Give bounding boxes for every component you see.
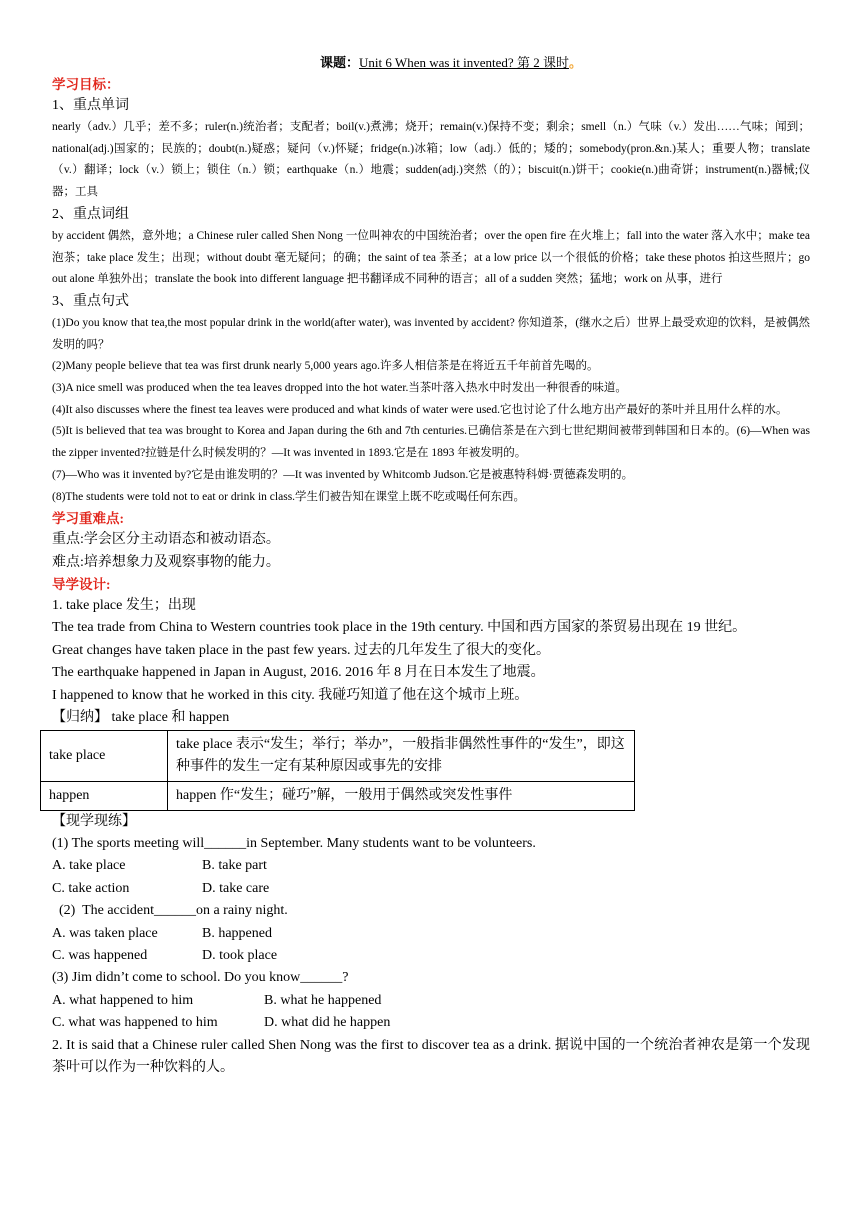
q1-options-row1: [52, 855, 810, 877]
title-dot: 。: [568, 55, 582, 70]
design-body: [52, 595, 810, 729]
q3-option-a: A. what happened to him: [52, 992, 194, 1008]
comparison-table: [40, 730, 635, 811]
table-term-happen: happen: [41, 781, 168, 810]
difficulty-body: [52, 529, 810, 574]
table-term-take-place: take place: [41, 730, 168, 781]
example-4: I happened to know that he worked in this city. 我碰巧知道了他在这个城市上班。: [52, 687, 529, 703]
q1-option-d: D. take care: [202, 880, 270, 896]
title-main: Unit 6 When was it invented? 第 2 课时: [359, 55, 569, 70]
table-row: [41, 730, 635, 781]
phrases-paragraph: by accident 偶然，意外地；a Chinese ruler called Shen Nong 一位叫神农的中国统治者；over the open fire 在火堆上；fall into the water 落入水中；make tea 泡茶；take place 发生；出现；without doubt 毫无疑问；的确；the saint of tea 茶圣；at a low price 以一个很低的价格；take these photos 拍这些照片；go out alone 单独外出；translate the book into different language 把书翻译成不同种的语言；all of a sudden 突然；猛地；work on 从事，进行: [52, 229, 810, 286]
document-page: [49, 52, 810, 1079]
sentence-8: (8)The students were told not to eat or drink in class.学生们被告知在课堂上既不吃或喝任何东西。: [52, 490, 526, 503]
item1-title: 1. take place 发生；出现: [52, 598, 196, 614]
phrases-text: [52, 226, 810, 291]
practice-heading: 【现学现练】: [52, 813, 136, 829]
item-2: 2. It is said that a Chinese ruler called Shen Nong was the first to discover tea as a drink. 据说中国的一个统治者神农是第一个发现茶叶可以作为一种饮料的人。: [52, 1037, 810, 1075]
q3-options-row2: [52, 1012, 810, 1034]
words-text: [52, 117, 810, 204]
example-3: The earthquake happened in Japan in August, 2016. 2016 年 8 月在日本发生了地震。: [52, 665, 545, 681]
difficulty-hard: 难点:培养想象力及观察事物的能力。: [52, 554, 280, 570]
q3-option-b: B. what he happened: [264, 992, 382, 1008]
q2-option-a: A. was taken place: [52, 925, 158, 941]
sentence-5: (5)It is believed that tea was brought to Korea and Japan during the 6th and 7th centuries.已确信茶是在六到七世纪期间被带到韩国和日本的。(6)—When was the zipper invented?拉链是什么时候发明的？—It was invented in 1893.它是在 1893 年被发明的。: [52, 425, 810, 460]
table-row: [41, 781, 635, 810]
q1-options-row2: [52, 878, 810, 900]
q1-option-a: A. take place: [52, 858, 126, 874]
design-heading: 导学设计:: [52, 577, 111, 593]
table-desc-take-place: take place 表示“发生；举行；举办”，一般指非偶然性事件的“发生”，即这种事件的发生一定有某种原因或事先的安排: [168, 730, 635, 781]
sentences-list: [52, 313, 810, 508]
sentence-2: (2)Many people believe that tea was first drunk nearly 5,000 years ago.许多人相信茶是在将近五千年前首先喝的。: [52, 360, 599, 373]
q1-option-b: B. take part: [202, 858, 267, 874]
goals-heading: 学习目标：: [52, 77, 120, 92]
difficulty-key: 重点:学会区分主动语态和被动语态。: [52, 532, 280, 548]
q3-options-row1: [52, 990, 810, 1012]
practice-section: [52, 811, 810, 1080]
lesson-title: [92, 52, 810, 74]
words-paragraph: nearly（adv.）几乎；差不多；ruler(n.)统治者；支配者；boil(v.)煮沸；烧开；remain(v.)保持不变；剩余；smell（n.）气味（v.）发出……气味；闻到；national(adj.)国家的；民族的；doubt(n.)疑惑；疑问（v.)怀疑；fridge(n.)冰箱；low（adj.）低的；矮的；somebody(pron.&n.)某人；重要人物；translate（v.）翻译；lock（v.）锁上；锁住（n.）锁；earthquake（n.）地震；sudden(adj.)突然（的）；biscuit(n.)饼干；cookie(n.)曲奇饼；instrument(n.)器械;仪器；工具: [52, 121, 810, 199]
words-heading: 1、重点单词: [52, 98, 129, 113]
title-prefix: 课题：: [320, 55, 360, 70]
summary-label: 【归纳】 take place 和 happen: [52, 710, 230, 726]
sentence-4: (4)It also discusses where the finest tea leaves were produced and what kinds of water were used.它也讨论了什么地方出产最好的茶叶并且用什么样的水。: [52, 403, 788, 416]
example-1: The tea trade from China to Western countries took place in the 19th century. 中国和西方国家的茶贸易出现在 19 世纪。: [52, 620, 747, 636]
sentence-7: (7)—Who was it invented by?它是由谁发明的？—It was invented by Whitcomb Judson.它是被惠特科姆·贾德森发明的。: [52, 468, 634, 481]
sentences-heading: 3、重点句式: [52, 293, 129, 309]
question-1: (1) The sports meeting will______in September. Many students want to be volunteers.: [52, 835, 536, 851]
q3-option-d: D. what did he happen: [264, 1015, 391, 1031]
example-2: Great changes have taken place in the past few years. 过去的几年发生了很大的变化。: [52, 642, 551, 658]
q2-option-c: C. was happened: [52, 947, 148, 963]
question-2: (2) The accident______on a rainy night.: [52, 903, 288, 919]
q3-option-c: C. what was happened to him: [52, 1015, 218, 1031]
difficulty-heading: 学习重难点:: [52, 511, 124, 527]
q2-options-row1: [52, 923, 810, 945]
sentence-1: (1)Do you know that tea,the most popular drink in the world(after water), was invented by accident? 你知道茶，(继水之后）世界上最受欢迎的饮料，是被偶然发明的吗？: [52, 316, 810, 351]
phrases-heading: 2、重点词组: [52, 206, 129, 222]
q2-options-row2: [52, 945, 810, 967]
q1-option-c: C. take action: [52, 880, 130, 896]
q2-option-b: B. happened: [202, 925, 272, 941]
q2-option-d: D. took place: [202, 947, 278, 963]
table-desc-happen: happen 作“发生；碰巧”解，一般用于偶然或突发性事件: [168, 781, 635, 810]
question-3: (3) Jim didn’t come to school. Do you know______?: [52, 970, 349, 986]
sentence-3: (3)A nice smell was produced when the tea leaves dropped into the hot water.当茶叶落入热水中时发出一种很香的味道。: [52, 382, 627, 395]
